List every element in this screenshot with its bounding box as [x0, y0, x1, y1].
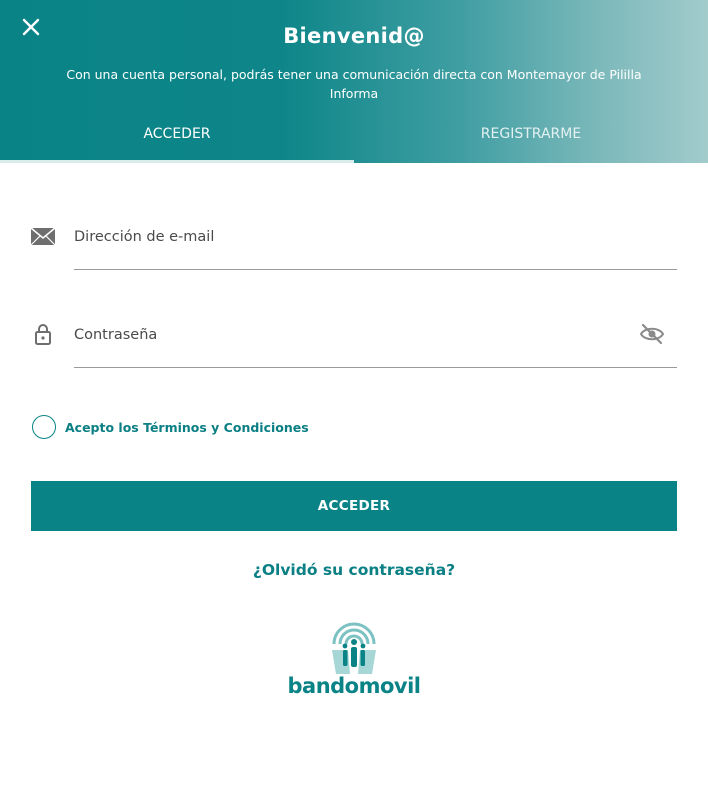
login-button[interactable]: ACCEDER [31, 481, 677, 531]
page-title: Bienvenid@ [283, 24, 425, 48]
terms-radio[interactable] [32, 415, 56, 439]
email-field-group [30, 218, 677, 270]
bandomovil-logo-icon [328, 620, 380, 676]
page-subtitle: Con una cuenta personal, podrás tener una comunicación directa con Montemayor de Pililla Informa [66, 67, 642, 101]
tab-register[interactable]: REGISTRARME [480, 126, 582, 142]
tab-login[interactable]: ACCEDER [143, 126, 211, 142]
terms-label: Acepto los Términos y Condiciones [65, 419, 309, 435]
password-input[interactable] [74, 316, 677, 368]
header [0, 0, 708, 163]
envelope-icon [30, 226, 56, 248]
forgot-password-link[interactable]: ¿Olvidó su contraseña? [252, 561, 456, 579]
password-field-group [30, 316, 677, 368]
active-tab-indicator [0, 160, 354, 163]
lock-icon [30, 324, 56, 346]
logo-text: bandomovil [287, 674, 421, 698]
logo [284, 620, 424, 704]
email-input[interactable] [74, 218, 677, 270]
eye-off-icon[interactable] [639, 322, 665, 346]
terms-checkbox[interactable] [32, 414, 309, 440]
